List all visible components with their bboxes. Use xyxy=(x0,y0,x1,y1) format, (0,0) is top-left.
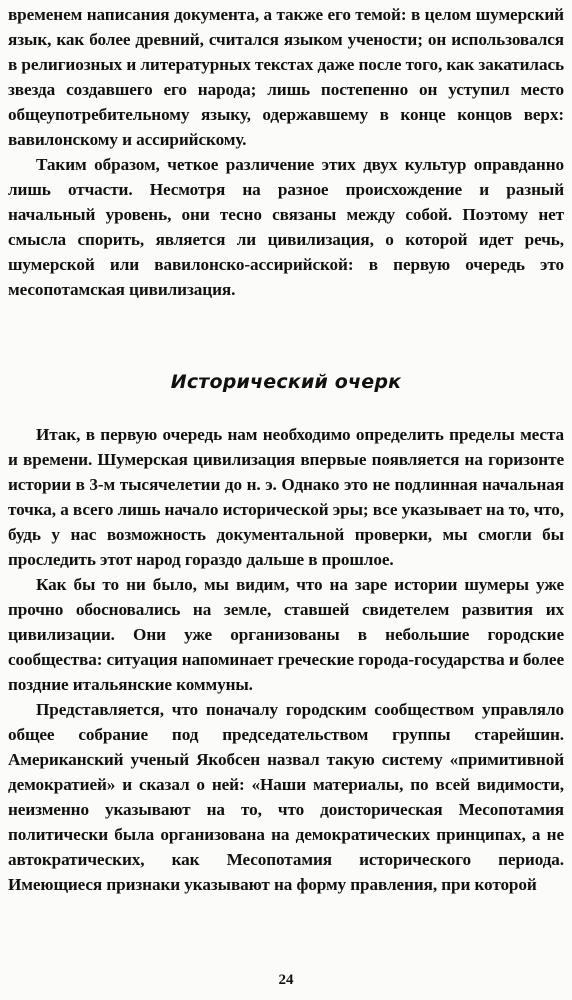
paragraph-primitive-democracy: Представляется, что поначалу городским сообществом управляло общее собрание под председательством группы старейшин. Американский ученый Якобсен назвал такую систему «примитивной демократией» и сказал о ней: «Наши материалы, по всей видимости, неизменно указывают на то, что доисторическая Месопотамия политически была организована на демократических принципах, а не автократических, как Месопотамия исторического периода. Имеющиеся признаки указывают на форму правления, при которой xyxy=(8,700,564,894)
paragraph-conclusion: Таким образом, четкое различение этих двух культур оправданно лишь отчасти. Несмотря на разное происхождение и разный начальный уровень, они тесно связаны между собой. Поэтому нет смысла спорить, является ли цивилизация, о которой идет речь, шумерской или вавилонско-ассирийской: в первую очередь это месопотамская цивилизация. xyxy=(8,155,564,299)
text-block-bottom xyxy=(8,422,564,897)
paragraph-place-time: Итак, в первую очередь нам необходимо определить пределы места и времени. Шумерская цивилизация впервые появляется на горизонте истории в 3-м тысячелетии до н. э. Однако это не подлинная начальная точка, а всего лишь начало исторической эры; все указывает на то, что, будь у нас возможность документальной проверки, мы смогли бы проследить этот народ гораздо дальше в прошлое. xyxy=(8,425,564,569)
text-block-top xyxy=(8,2,564,302)
paragraph-city-communities: Как бы то ни было, мы видим, что на заре истории шумеры уже прочно обосновались на земле, ставшей свидетелем развития их цивилизации. Они уже организованы в небольшие городские сообщества: ситуация напоминает греческие города-государства и более поздние итальянские коммуны. xyxy=(8,575,564,694)
paragraph-continuation: временем написания документа, а также его темой: в целом шумерский язык, как более древний, считался языком учености; он использовался в религиозных и литературных текстах даже после того, как закатилась звезда создавшего его народа; лишь постепенно он уступил место общеупотребительному языку, одержавшему в конце концов верх: вавилонскому и ассирийскому. xyxy=(8,5,564,149)
page-number: 24 xyxy=(278,972,294,988)
section-heading: Исторический очерк xyxy=(170,371,402,393)
